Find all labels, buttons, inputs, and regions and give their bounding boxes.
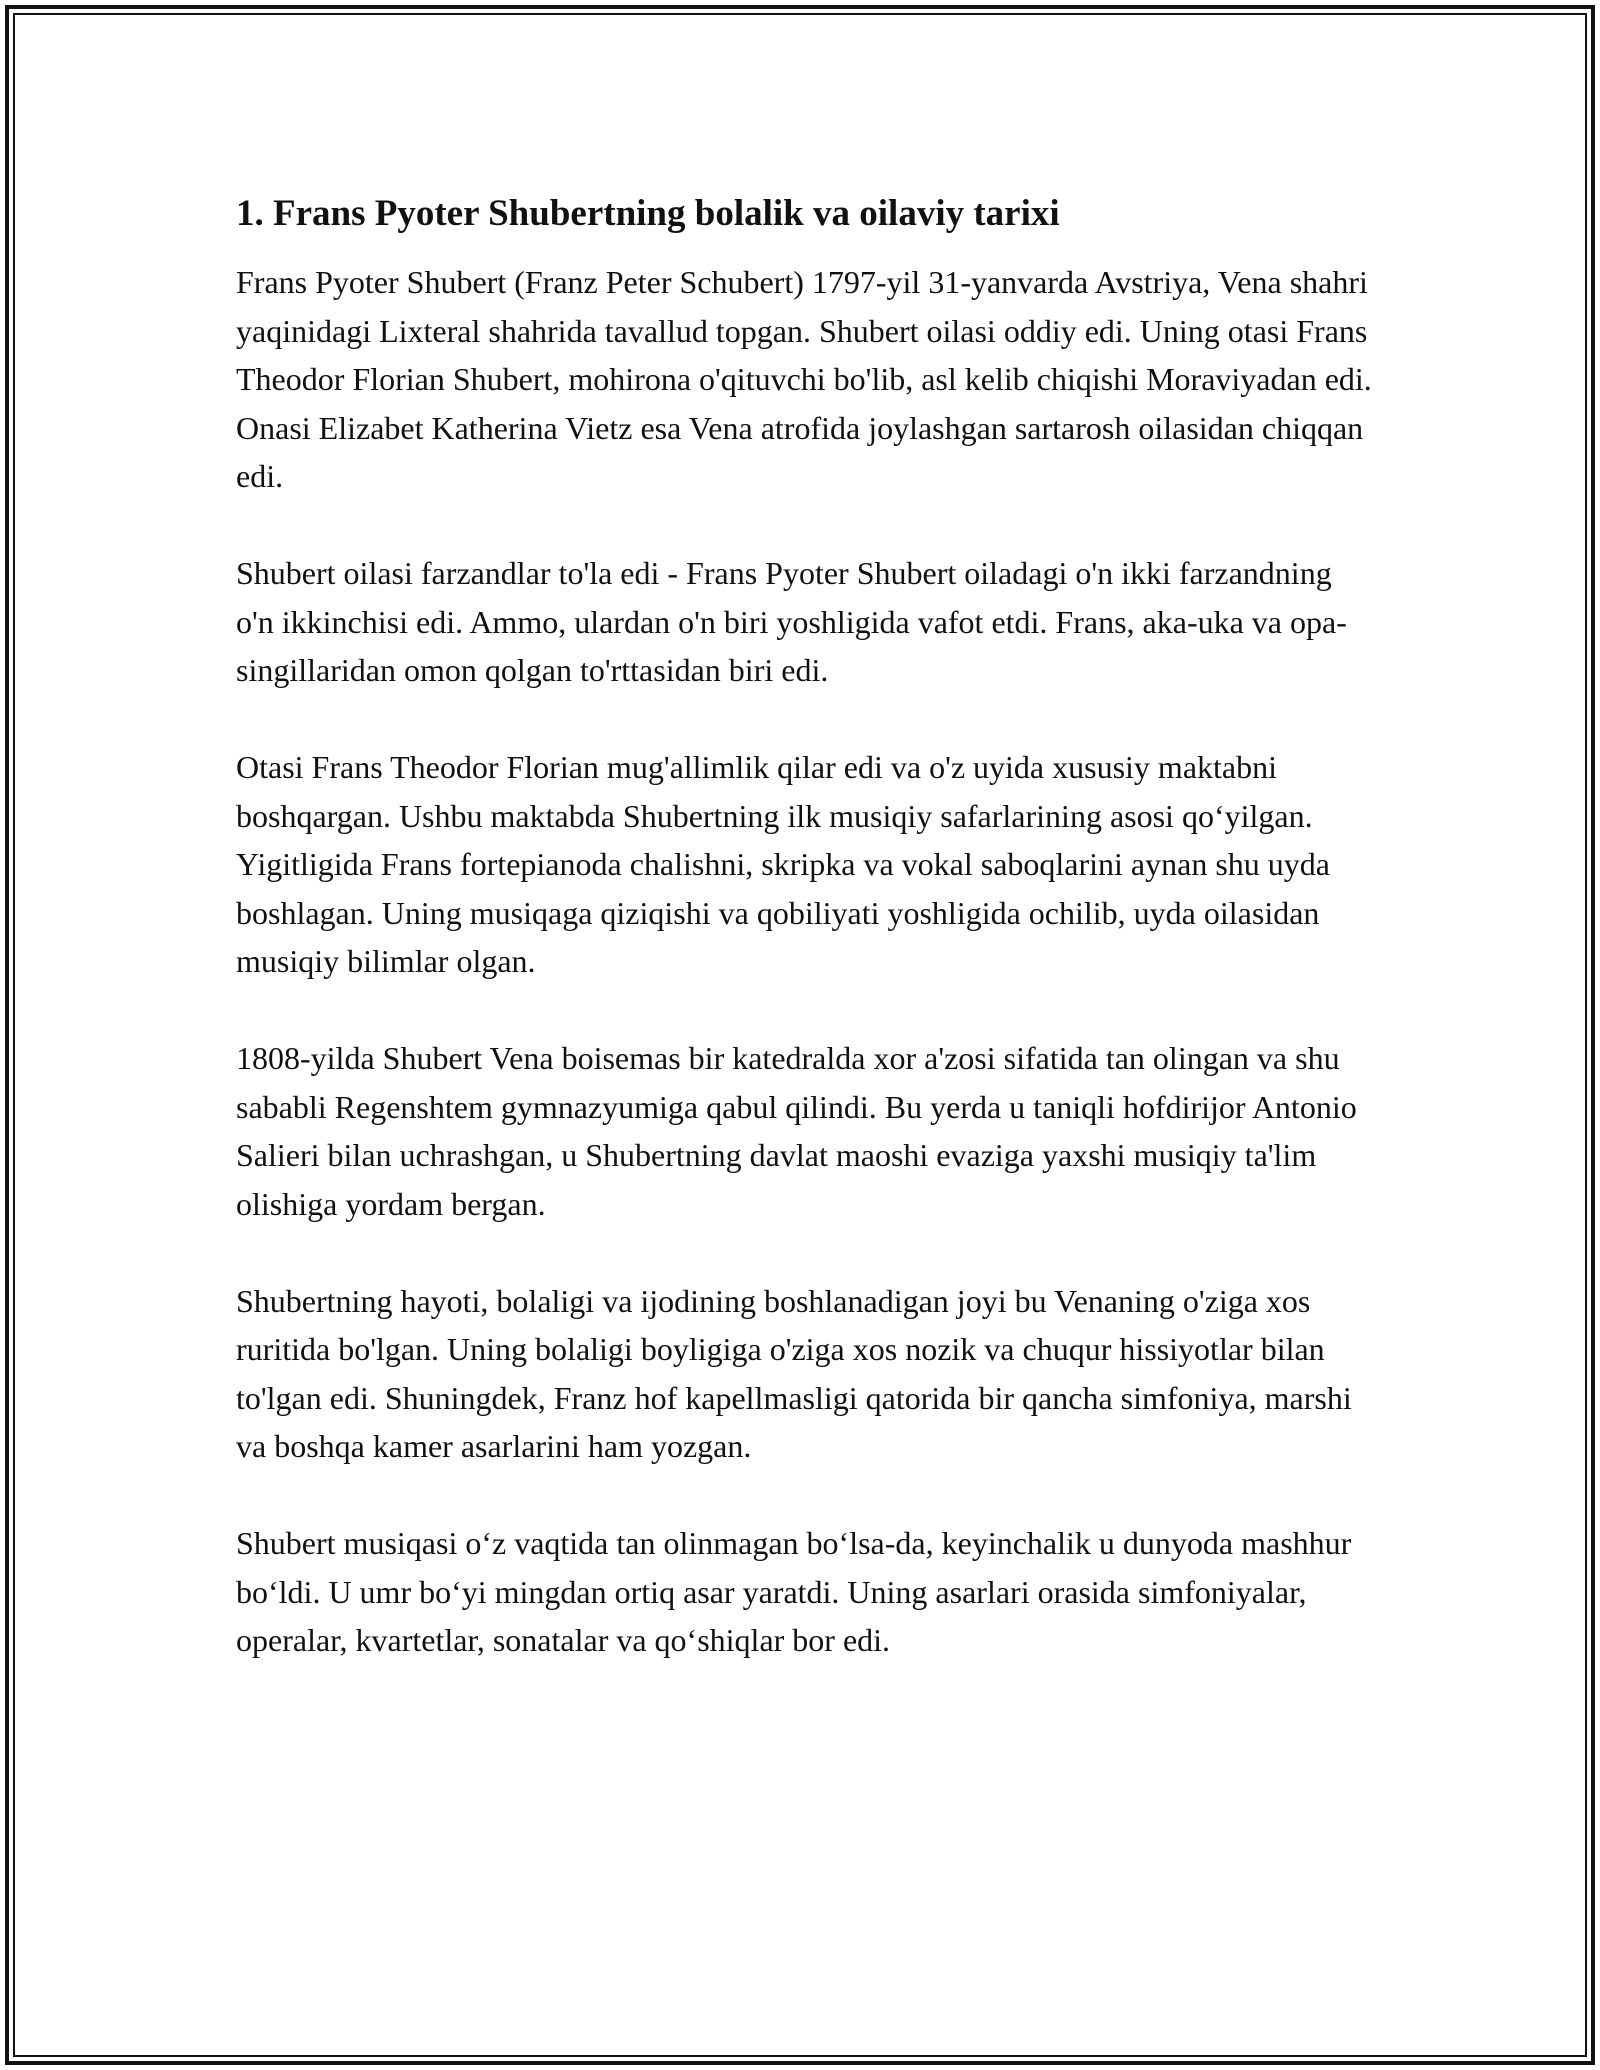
paragraph-birth-family: Frans Pyoter Shubert (Franz Peter Schubert) 1797-yil 31-yanvarda Avstriya, Vena shahri yaqinidagi Lixteral shahrida tavallud topgan. Shubert oilasi oddiy edi. Uning otasi Frans Theodor Florian Shubert, mohirona o'qituvchi bo'lib, asl kelib chiqishi Moraviyadan edi. Onasi Elizabet Katherina Vietz esa Vena atrofida joylashgan sartarosh oilasidan chiqqan edi.	[236, 264, 1372, 494]
document-body	[236, 188, 1376, 1713]
paragraph-father-school: Otasi Frans Theodor Florian mug'allimlik qilar edi va o'z uyida xususiy maktabni boshqargan. Ushbu maktabda Shubertning ilk musiqiy safarlarining asosi qo‘yilgan. Yigitligida Frans fortepianoda chalishni, skripka va vokal saboqlarini aynan shu uyda boshlagan. Uning musiqaga qiziqishi va qobiliyati yoshligida ochilib, uyda oilasidan musiqiy bilimlar olgan.	[236, 749, 1330, 979]
paragraph-siblings: Shubert oilasi farzandlar to'la edi - Frans Pyoter Shubert oiladagi o'n ikki farzandning o'n ikkinchisi edi. Ammo, ulardan o'n biri yoshligida vafot etdi. Frans, aka-uka va opa-singillaridan omon qolgan to'rttasidan biri edi.	[236, 555, 1347, 688]
paragraph-choir-gymnasium: 1808-yilda Shubert Vena boisemas bir katedralda xor a'zosi sifatida tan olingan va shu sababli Regenshtem gymnazyumiga qabul qilindi. Bu yerda u taniqli hofdirijor Antonio Salieri bilan uchrashgan, u Shubertning davlat maoshi evaziga yaxshi musiqiy ta'lim olishiga yordam bergan.	[236, 1040, 1357, 1222]
document-title: 1. Frans Pyoter Shubertning bolalik va oilaviy tarixi	[236, 193, 1060, 234]
paragraph-vienna-life: Shubertning hayoti, bolaligi va ijodining boshlanadigan joyi bu Venaning o'ziga xos ruritida bo'lgan. Uning bolaligi boyligiga o'ziga xos nozik va chuqur hissiyotlar bilan to'lgan edi. Shuningdek, Franz hof kapellmasligi qatorida bir qancha simfoniya, marshi va boshqa kamer asarlarini ham yozgan.	[236, 1282, 1352, 1464]
paragraph-legacy: Shubert musiqasi o‘z vaqtida tan olinmagan bo‘lsa-da, keyinchalik u dunyoda mashhur bo‘ldi. U umr bo‘yi mingdan ortiq asar yaratdi. Uning asarlari orasida simfoniyalar, operalar, kvartetlar, sonatalar va qo‘shiqlar bor edi.	[236, 1525, 1352, 1658]
